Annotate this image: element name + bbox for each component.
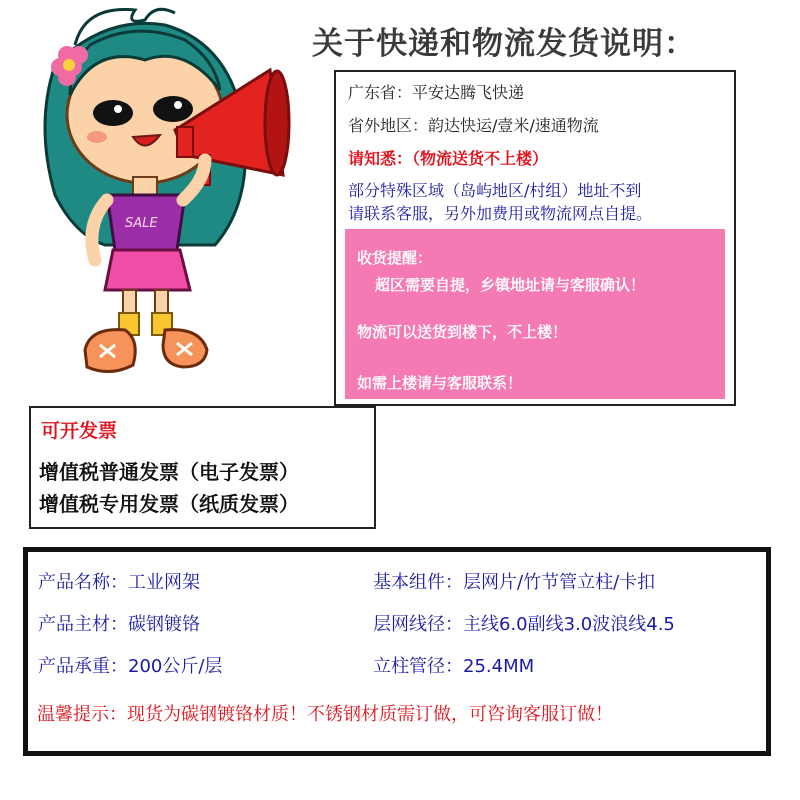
reminder-line-2: 物流可以送货到楼下，不上楼！ xyxy=(357,323,568,341)
invoice-heading: 可开发票 xyxy=(41,420,118,442)
page-title: 关于快递和物流发货说明： xyxy=(312,26,696,62)
shipping-info-box xyxy=(334,70,736,406)
skirt xyxy=(105,250,190,290)
product-load: 产品承重：200公斤/层 xyxy=(38,656,223,677)
reminder-line-1: 超区需要自提，乡镇地址请与客服确认！ xyxy=(375,276,646,294)
product-name: 产品名称：工业网架 xyxy=(38,572,200,593)
reminder-line-3: 如需上楼请与客服联系！ xyxy=(357,374,523,392)
product-tube-diameter: 立柱管径：25.4MM xyxy=(373,656,535,677)
shipping-other-provinces: 省外地区：韵达快运/壹米/速通物流 xyxy=(348,116,599,135)
invoice-ordinary: 增值税普通发票（电子发票） xyxy=(39,460,299,484)
product-components: 基本组件：层网片/竹节管立柱/卡扣 xyxy=(373,572,656,593)
warm-tip: 温馨提示：现货为碳钢镀铬材质！不锈钢材质需订做，可咨询客服订做！ xyxy=(37,704,613,725)
shipping-guangdong: 广东省：平安达腾飞快递 xyxy=(348,83,525,102)
product-wire-diameter: 层网线径：主线6.0副线3.0波浪线4.5 xyxy=(373,614,675,635)
invoice-special: 增值税专用发票（纸质发票） xyxy=(39,492,299,516)
girl-with-megaphone-illustration xyxy=(15,5,315,405)
shirt-label: SALE xyxy=(125,216,158,231)
shipping-remote-note-2: 请联系客服，另外加费用或物流网点自提。 xyxy=(348,204,653,223)
delivery-reminder-panel xyxy=(345,229,725,399)
invoice-box xyxy=(29,406,376,529)
left-eye xyxy=(93,100,133,126)
product-material: 产品主材：碳钢镀铬 xyxy=(38,614,200,635)
shipping-remote-note-1: 部分特殊区域（岛屿地区/村组）地址不到 xyxy=(348,181,642,200)
right-eye xyxy=(153,96,193,122)
shipping-notice: 请知悉：（物流送货不上楼） xyxy=(348,149,549,168)
product-info-box xyxy=(23,547,771,756)
reminder-heading: 收货提醒： xyxy=(357,249,433,267)
